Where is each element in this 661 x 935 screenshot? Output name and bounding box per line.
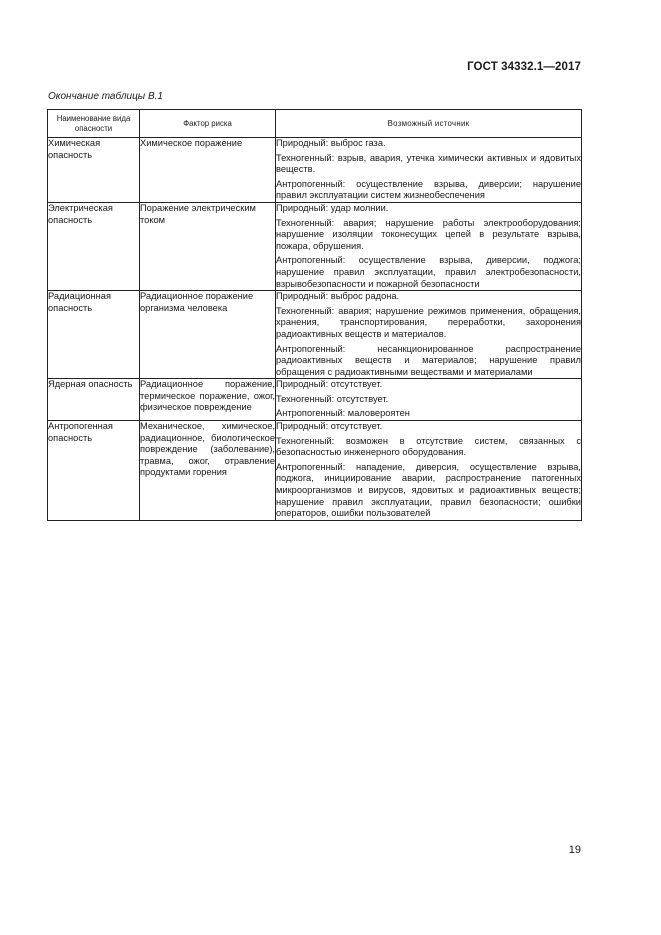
source-natural: Природный: отсутствует. bbox=[276, 421, 383, 432]
source-anthropogenic: Антропогенный: нападение, диверсия, осуществление взрыва, поджога, инициирование аварии, распространение патогенных микроорганизмов и вирусов, ядовитых и радиоактивных веществ; нарушение правил эксплуатации, правил безопасности; ошибки операторов, ошибки пользователей bbox=[276, 461, 581, 519]
source-natural: Природный: удар молнии. bbox=[276, 202, 389, 213]
source-technogenic: Техногенный: отсутствует. bbox=[276, 393, 389, 404]
hazard-cell: Химическая опасность bbox=[48, 138, 140, 203]
source-anthropogenic: Антропогенный: маловероятен bbox=[276, 408, 410, 419]
factor-cell: Радиационное поражение организма человека bbox=[140, 291, 276, 379]
source-anthropogenic: Антропогенный: осуществление взрыва, диверсии, поджога; нарушение правил эксплуатации, правил электробезопасности, взрывобезопасности и пожарной безопасности bbox=[276, 255, 581, 289]
source-technogenic: Техногенный: взрыв, авария, утечка химически активных и ядовитых веществ. bbox=[276, 152, 581, 175]
table-row bbox=[48, 379, 582, 421]
header-hazard: Наименование вида опасности bbox=[48, 110, 140, 138]
hazard-cell: Электрическая опасность bbox=[48, 202, 140, 290]
table-header-row bbox=[48, 110, 582, 138]
header-source: Возможный источник bbox=[276, 110, 582, 138]
header-factor: Фактор риска bbox=[140, 110, 276, 138]
document-code: ГОСТ 34332.1—2017 bbox=[467, 61, 581, 73]
source-technogenic: Техногенный: авария; нарушение режимов применения, обращения, хранения, транспортирования, переработки, захоронения радиоактивных веществ и материалов. bbox=[276, 305, 581, 339]
source-natural: Природный: выброс радона. bbox=[276, 291, 400, 302]
hazard-cell: Антропогенная опасность bbox=[48, 421, 140, 521]
factor-cell: Поражение электрическим током bbox=[140, 202, 276, 290]
table-caption: Окончание таблицы В.1 bbox=[48, 91, 163, 102]
source-natural: Природный: выброс газа. bbox=[276, 138, 386, 148]
source-anthropogenic: Антропогенный: осуществление взрыва, диверсии; нарушение правил эксплуатации систем жизнеобеспечения bbox=[276, 178, 581, 201]
source-cell bbox=[276, 138, 582, 203]
table-row bbox=[48, 202, 582, 290]
factor-cell: Химическое поражение bbox=[140, 138, 276, 203]
hazard-cell: Радиационная опасность bbox=[48, 291, 140, 379]
risk-table bbox=[47, 109, 582, 521]
source-natural: Природный: отсутствует. bbox=[276, 379, 383, 390]
table-row bbox=[48, 421, 582, 521]
source-cell bbox=[276, 202, 582, 290]
page-number: 19 bbox=[568, 844, 581, 856]
source-anthropogenic: Антропогенный: несанкционированное распространение радиоактивных веществ и материалов; нарушение правил обращения с радиоактивными веществами и материалами bbox=[276, 343, 581, 377]
table-row bbox=[48, 291, 582, 379]
source-cell bbox=[276, 379, 582, 421]
table-row bbox=[48, 138, 582, 203]
source-technogenic: Техногенный: возможен в отсутствие систем, связанных с безопасностью инженерного оборудования. bbox=[276, 435, 581, 458]
source-technogenic: Техногенный: авария; нарушение работы электрооборудования; нарушение изоляции токонесущих цепей в результате взрыва, пожара, обрушения. bbox=[276, 217, 581, 251]
factor-cell: Механическое, химическое, радиационное, биологическое повреждение (заболевание), травма, ожог, отравление продуктами горения bbox=[140, 421, 276, 521]
factor-cell: Радиационное поражение, термическое поражение, ожог, физическое повреждение bbox=[140, 379, 276, 421]
source-cell bbox=[276, 291, 582, 379]
source-cell bbox=[276, 421, 582, 521]
hazard-cell: Ядерная опасность bbox=[48, 379, 140, 421]
